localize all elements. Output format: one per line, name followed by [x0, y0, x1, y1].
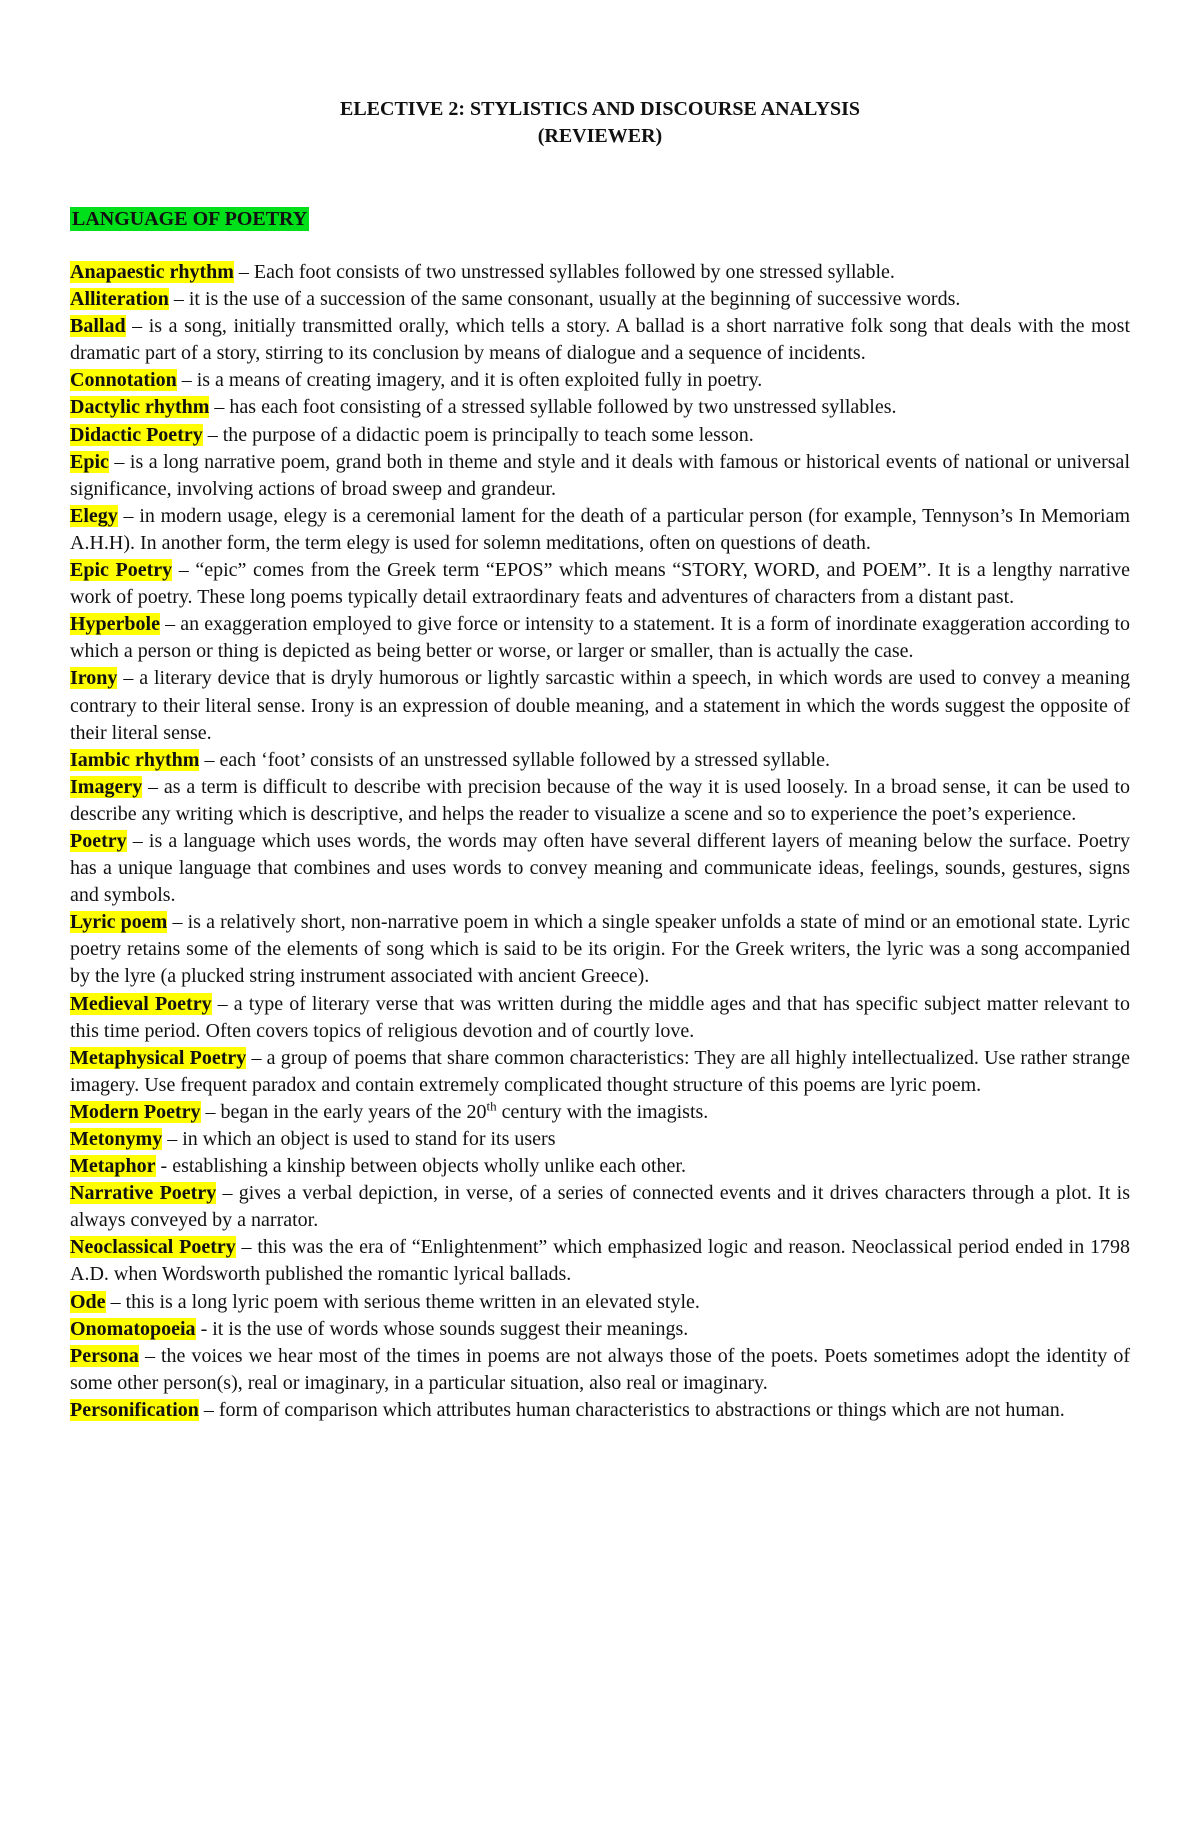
glossary-definition: in which an object is used to stand for its users: [182, 1128, 556, 1150]
glossary-definition: is a long narrative poem, grand both in theme and style and it deals with famous or historical events of national or universal significance, involving actions of broad sweep and grandeur.: [70, 450, 1130, 500]
glossary-term: Poetry: [70, 829, 127, 852]
document-page: [70, 96, 1130, 1424]
document-subtitle: (REVIEWER): [537, 125, 663, 147]
glossary-definition: Each foot consists of two unstressed syllables followed by one stressed syllable.: [253, 261, 895, 283]
glossary-entry: [70, 909, 1130, 990]
glossary-separator: –: [105, 1290, 126, 1313]
glossary-entry: [70, 422, 1130, 449]
glossary-term: Modern Poetry: [70, 1100, 201, 1123]
glossary-entry: [70, 1316, 1130, 1343]
glossary-definition: is a relatively short, non-narrative poem in which a single speaker unfolds a state of mind or an emotional state. Lyric poetry retains some of the elements of song which is said to be its origin. For the Greek writers, the lyric was a song accompanied by the lyre (a plucked string instrument associated with ancient Greece).: [70, 911, 1130, 988]
glossary-term: Anapaestic rhythm: [70, 261, 234, 283]
glossary-definition: it is the use of a succession of the same consonant, usually at the beginning of successive words.: [188, 288, 961, 311]
glossary-term: Narrative Poetry: [70, 1182, 217, 1205]
glossary-separator: –: [142, 775, 164, 798]
glossary-separator: –: [117, 504, 140, 527]
glossary-definition: began in the early years of the 20: [220, 1100, 487, 1123]
glossary-entry: [70, 313, 1130, 367]
glossary-entry: [70, 557, 1130, 611]
glossary-separator: –: [117, 667, 140, 690]
glossary-separator: –: [198, 1398, 219, 1421]
glossary-term: Epic Poetry: [70, 559, 173, 582]
glossary-term: Neoclassical Poetry: [70, 1236, 236, 1259]
glossary-definition: as a term is difficult to describe with precision because of the way it is used loosely. In a broad sense, it can be used to describe any writing which is descriptive, and helps the reader to visualize a scene and so to experience the poet’s experience.: [70, 775, 1131, 825]
glossary-separator: –: [125, 315, 149, 338]
glossary-term: Didactic Poetry: [70, 423, 203, 446]
document-title: ELECTIVE 2: STYLISTICS AND DISCOURSE ANALYSIS: [340, 98, 860, 120]
glossary-definition: it is the use of words whose sounds suggest their meanings.: [212, 1317, 689, 1340]
glossary-definition: form of comparison which attributes human characteristics to abstractions or things which are not human.: [218, 1398, 1065, 1421]
glossary-separator: –: [172, 559, 196, 582]
section-heading-text: LANGUAGE OF POETRY: [72, 208, 308, 230]
glossary-list: [70, 259, 1130, 1424]
glossary-separator: –: [167, 911, 188, 934]
glossary-separator: –: [176, 369, 197, 392]
glossary-definition: this is a long lyric poem with serious theme written in an elevated style.: [125, 1290, 700, 1313]
glossary-definition: is a language which uses words, the words may often have several different layers of meaning below the surface. Poetry has a unique language that combines and uses words to convey meaning and communicate ideas, feelings, sounds, gestures, signs and symbols.: [70, 829, 1131, 907]
glossary-definition: a type of literary verse that was written during the middle ages and that has specific subject matter relevant to this time period. Often covers topics of religious devotion and of courtly love.: [70, 992, 1130, 1042]
glossary-entry: [70, 1099, 1130, 1126]
glossary-separator: –: [200, 1100, 221, 1123]
glossary-separator: –: [138, 1344, 161, 1367]
glossary-term: Elegy: [70, 504, 118, 527]
glossary-definition: the voices we hear most of the times in poems are not always those of the poets. Poets sometimes adopt the identity of some other person(s), real or imaginary, in a particular situation, also real or imaginary.: [70, 1344, 1130, 1394]
glossary-term: Irony: [70, 667, 118, 690]
glossary-term: Connotation: [70, 369, 177, 392]
glossary-separator: –: [168, 288, 189, 311]
glossary-definition: a literary device that is dryly humorous or lightly sarcastic within a speech, in which words are used to convey a meaning contrary to their literal sense. Irony is an expression of double meaning, and a statement in which the words suggest the opposite of their literal sense.: [70, 667, 1130, 744]
glossary-separator: –: [235, 1236, 258, 1259]
glossary-entry: [70, 1234, 1130, 1288]
glossary-term: Medieval Poetry: [70, 992, 212, 1015]
glossary-separator: –: [233, 261, 254, 283]
glossary-entry: [70, 367, 1130, 394]
glossary-separator: –: [246, 1046, 267, 1069]
glossary-entry: [70, 394, 1130, 421]
glossary-separator: –: [202, 423, 223, 446]
glossary-term: Personification: [70, 1398, 199, 1421]
glossary-entry: [70, 286, 1130, 313]
glossary-separator: –: [199, 748, 220, 771]
glossary-definition: has each foot consisting of a stressed syllable followed by two unstressed syllables.: [229, 396, 897, 419]
glossary-entry: [70, 449, 1130, 503]
glossary-term: Metonymy: [70, 1128, 163, 1150]
glossary-definition: gives a verbal depiction, in verse, of a series of connected events and it drives characters through a plot. It is always conveyed by a narrator.: [70, 1182, 1131, 1232]
glossary-entry: [70, 1153, 1130, 1180]
glossary-term: Ode: [70, 1290, 106, 1313]
glossary-definition: “epic” comes from the Greek term “EPOS” which means “STORY, WORD, and POEM”. It is a lengthy narrative work of poetry. These long poems typically detail extraordinary feats and adventures of characters from a distant past.: [70, 559, 1131, 609]
glossary-definition: an exaggeration employed to give force or intensity to a statement. It is a form of inordinate exaggeration according to which a person or thing is depicted as being better or worse, or larger or smaller, than is actually the case.: [70, 613, 1131, 663]
glossary-definition: in modern usage, elegy is a ceremonial lament for the death of a particular person (for example, Tennyson’s In Memoriam A.H.H). In another form, the term elegy is used for solemn meditations, often on questions of death.: [70, 504, 1131, 554]
glossary-separator: -: [195, 1317, 213, 1340]
glossary-definition: the purpose of a didactic poem is principally to teach some lesson.: [222, 423, 754, 446]
glossary-entry: [70, 1180, 1130, 1234]
glossary-separator: –: [126, 829, 149, 852]
glossary-separator: –: [211, 992, 234, 1015]
glossary-term: Imagery: [70, 775, 143, 798]
glossary-entry: [70, 1397, 1130, 1424]
glossary-entry: [70, 665, 1130, 746]
glossary-separator: –: [162, 1128, 183, 1150]
section-heading: [70, 206, 1130, 233]
glossary-entry: [70, 611, 1130, 665]
glossary-term: Metaphysical Poetry: [70, 1046, 247, 1069]
glossary-separator: –: [209, 396, 230, 419]
glossary-separator: -: [155, 1155, 173, 1178]
superscript: th: [486, 1098, 497, 1114]
glossary-term: Epic: [70, 450, 109, 473]
glossary-term: Onomatopoeia: [70, 1317, 196, 1340]
glossary-definition: each ‘foot’ consists of an unstressed syllable followed by a stressed syllable.: [219, 748, 831, 771]
glossary-definition: is a means of creating imagery, and it is often exploited fully in poetry.: [196, 369, 763, 392]
glossary-term: Metaphor: [70, 1155, 156, 1178]
glossary-term: Iambic rhythm: [70, 748, 200, 771]
glossary-entry: [70, 1045, 1130, 1099]
glossary-term: Lyric poem: [70, 911, 168, 934]
glossary-entry: [70, 503, 1130, 557]
glossary-entry: [70, 1289, 1130, 1316]
glossary-definition: is a song, initially transmitted orally, which tells a story. A ballad is a short narrative folk song that deals with the most dramatic part of a story, stirring to its conclusion by means of dialogue and a sequence of incidents.: [70, 315, 1130, 365]
glossary-entry: [70, 991, 1130, 1045]
glossary-definition: this was the era of “Enlightenment” which emphasized logic and reason. Neoclassical period ended in 1798 A.D. when Wordsworth published the romantic lyrical ballads.: [70, 1236, 1130, 1286]
glossary-separator: –: [160, 613, 181, 636]
glossary-entry: [70, 1126, 1130, 1153]
glossary-term: Ballad: [70, 315, 126, 338]
glossary-entry: [70, 1343, 1130, 1397]
glossary-definition: a group of poems that share common characteristics: They are all highly intellectualized. Use rather strange imagery. Use frequent paradox and contain extremely complicated thought structure of this poems are lyric poem.: [70, 1046, 1130, 1096]
glossary-term: Hyperbole: [70, 613, 160, 636]
glossary-definition: establishing a kinship between objects wholly unlike each other.: [172, 1155, 686, 1178]
glossary-entry: [70, 774, 1130, 828]
glossary-definition-continued: century with the imagists.: [496, 1100, 709, 1123]
glossary-term: Dactylic rhythm: [70, 396, 210, 419]
glossary-entry: [70, 747, 1130, 774]
glossary-separator: –: [108, 450, 130, 473]
glossary-term: Persona: [70, 1344, 139, 1367]
glossary-separator: –: [216, 1182, 239, 1205]
glossary-entry: [70, 259, 1130, 286]
glossary-term: Alliteration: [70, 288, 169, 311]
glossary-entry: [70, 828, 1130, 909]
